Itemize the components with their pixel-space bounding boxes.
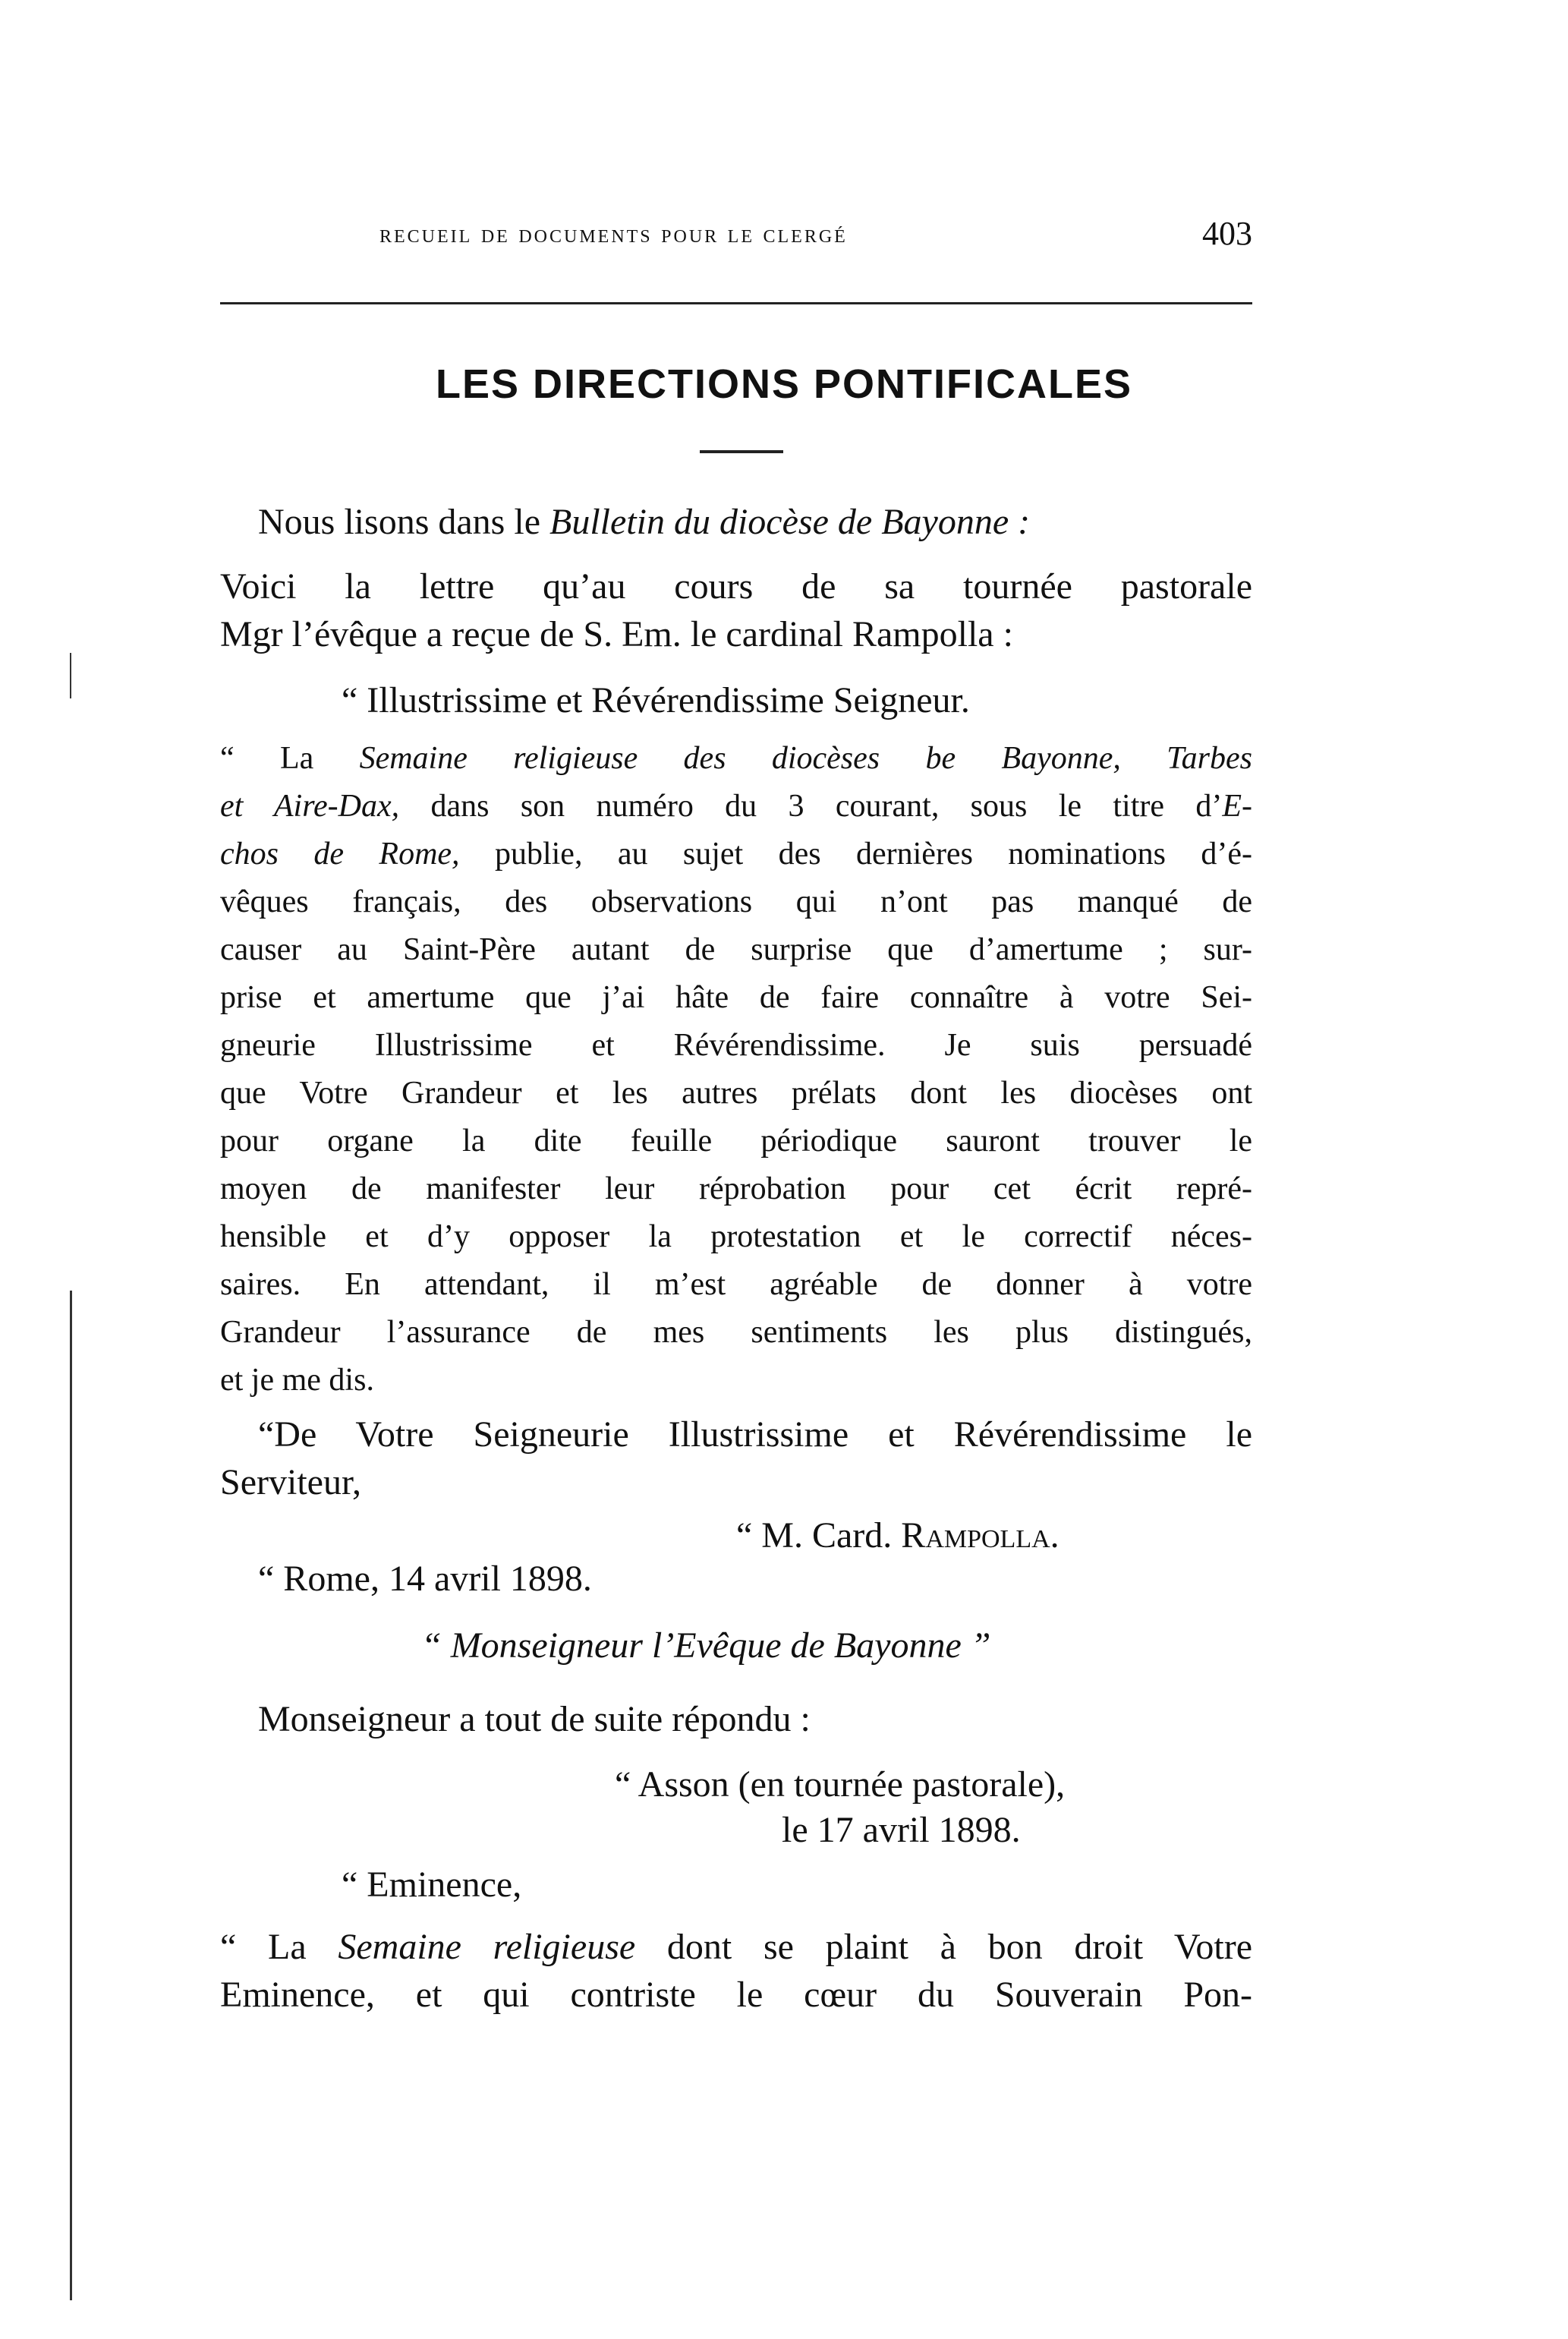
- binding-edge-mark: [70, 1291, 72, 2300]
- article-title: LES DIRECTIONS PONTIFICALES: [435, 361, 1133, 407]
- letter-line: saires. En attendant, il m’est agréable de donner à votre: [220, 1267, 1252, 1302]
- reply-place: “ Asson (en tournée pastorale),: [615, 1764, 1066, 1805]
- reply-intro: Monseigneur a tout de suite répondu :: [258, 1699, 811, 1739]
- reply-line: [220, 1926, 1252, 1968]
- letter-italic: Semaine religieuse des diocèses be Bayonne, Tarbes: [359, 741, 1252, 776]
- letter-line: et je me dis.: [220, 1363, 374, 1398]
- letter-line: moyen de manifester leur réprobation pour cet écrit repré-: [220, 1171, 1252, 1206]
- header-divider: [220, 302, 1252, 304]
- letter-line: prise et amertume que j’ai hâte de faire connaître à votre Sei-: [220, 980, 1252, 1015]
- binding-edge-mark: [70, 653, 71, 698]
- signature-text: “ M. Card.: [736, 1515, 902, 1556]
- signature-name: Rampolla.: [901, 1515, 1060, 1556]
- reply-line: Eminence, et qui contriste le cœur du Souverain Pon-: [220, 1975, 1252, 2015]
- letter-dateline: “ Rome, 14 avril 1898.: [258, 1559, 592, 1599]
- reply-text: “ La: [220, 1927, 338, 1967]
- title-divider: [700, 450, 783, 453]
- letter-signature: [736, 1515, 1060, 1556]
- running-title: recueil de documents pour le clergé: [379, 220, 848, 248]
- page-number: 403: [1202, 215, 1252, 252]
- letter-line: gneurie Illustrissime et Révérendissime. Je suis persuadé: [220, 1028, 1252, 1063]
- addressee-text: “ Monseigneur l’Evêque de Bayonne ”: [421, 1625, 991, 1666]
- paragraph-line: Mgr l’évêque a reçue de S. Em. le cardinal Rampolla :: [220, 614, 1013, 654]
- letter-text: publie, au sujet des dernières nominations d’é-: [459, 837, 1252, 872]
- paragraph-line: Voici la lettre qu’au cours de sa tournée pastorale: [220, 566, 1252, 607]
- running-head: [379, 215, 1252, 266]
- intro-text: Nous lisons dans le: [258, 502, 549, 542]
- letter-line: causer au Saint-Père autant de surprise que d’amertume ; sur-: [220, 932, 1252, 967]
- letter-line: [220, 836, 1252, 872]
- letter-line: [220, 788, 1252, 824]
- reply-italic: Semaine religieuse: [338, 1927, 636, 1967]
- letter-salutation: “ Illustrissime et Révérendissime Seigneur.: [342, 680, 970, 720]
- letter-addressee: [421, 1625, 990, 1666]
- reply-date: le 17 avril 1898.: [782, 1810, 1021, 1850]
- letter-line: Grandeur l’assurance de mes sentiments les plus distingués,: [220, 1315, 1252, 1350]
- letter-line: pour organe la dite feuille périodique sauront trouver le: [220, 1124, 1252, 1158]
- letter-closing: “De Votre Seigneurie Illustrissime et Révérendissime le: [258, 1414, 1252, 1455]
- letter-italic: et Aire-Dax,: [220, 789, 400, 824]
- reply-text: dont se plaint à bon droit Votre: [635, 1927, 1253, 1967]
- letter-italic: chos de Rome,: [220, 837, 460, 872]
- letter-line: hensible et d’y opposer la protestation et le correctif néces-: [220, 1219, 1252, 1254]
- reply-salutation: “ Eminence,: [342, 1865, 522, 1905]
- letter-closing: Serviteur,: [220, 1462, 362, 1502]
- letter-text: “ La: [220, 741, 360, 776]
- letter-line: vêques français, des observations qui n’ont pas manqué de: [220, 884, 1252, 919]
- letter-italic: E-: [1222, 789, 1253, 824]
- letter-text: dans son numéro du 3 courant, sous le titre d’: [399, 789, 1223, 824]
- letter-line: [220, 740, 1252, 777]
- intro-line: [258, 501, 1030, 543]
- letter-line: que Votre Grandeur et les autres prélats dont les diocèses ont: [220, 1076, 1252, 1111]
- intro-source: Bulletin du diocèse de Bayonne :: [549, 502, 1031, 542]
